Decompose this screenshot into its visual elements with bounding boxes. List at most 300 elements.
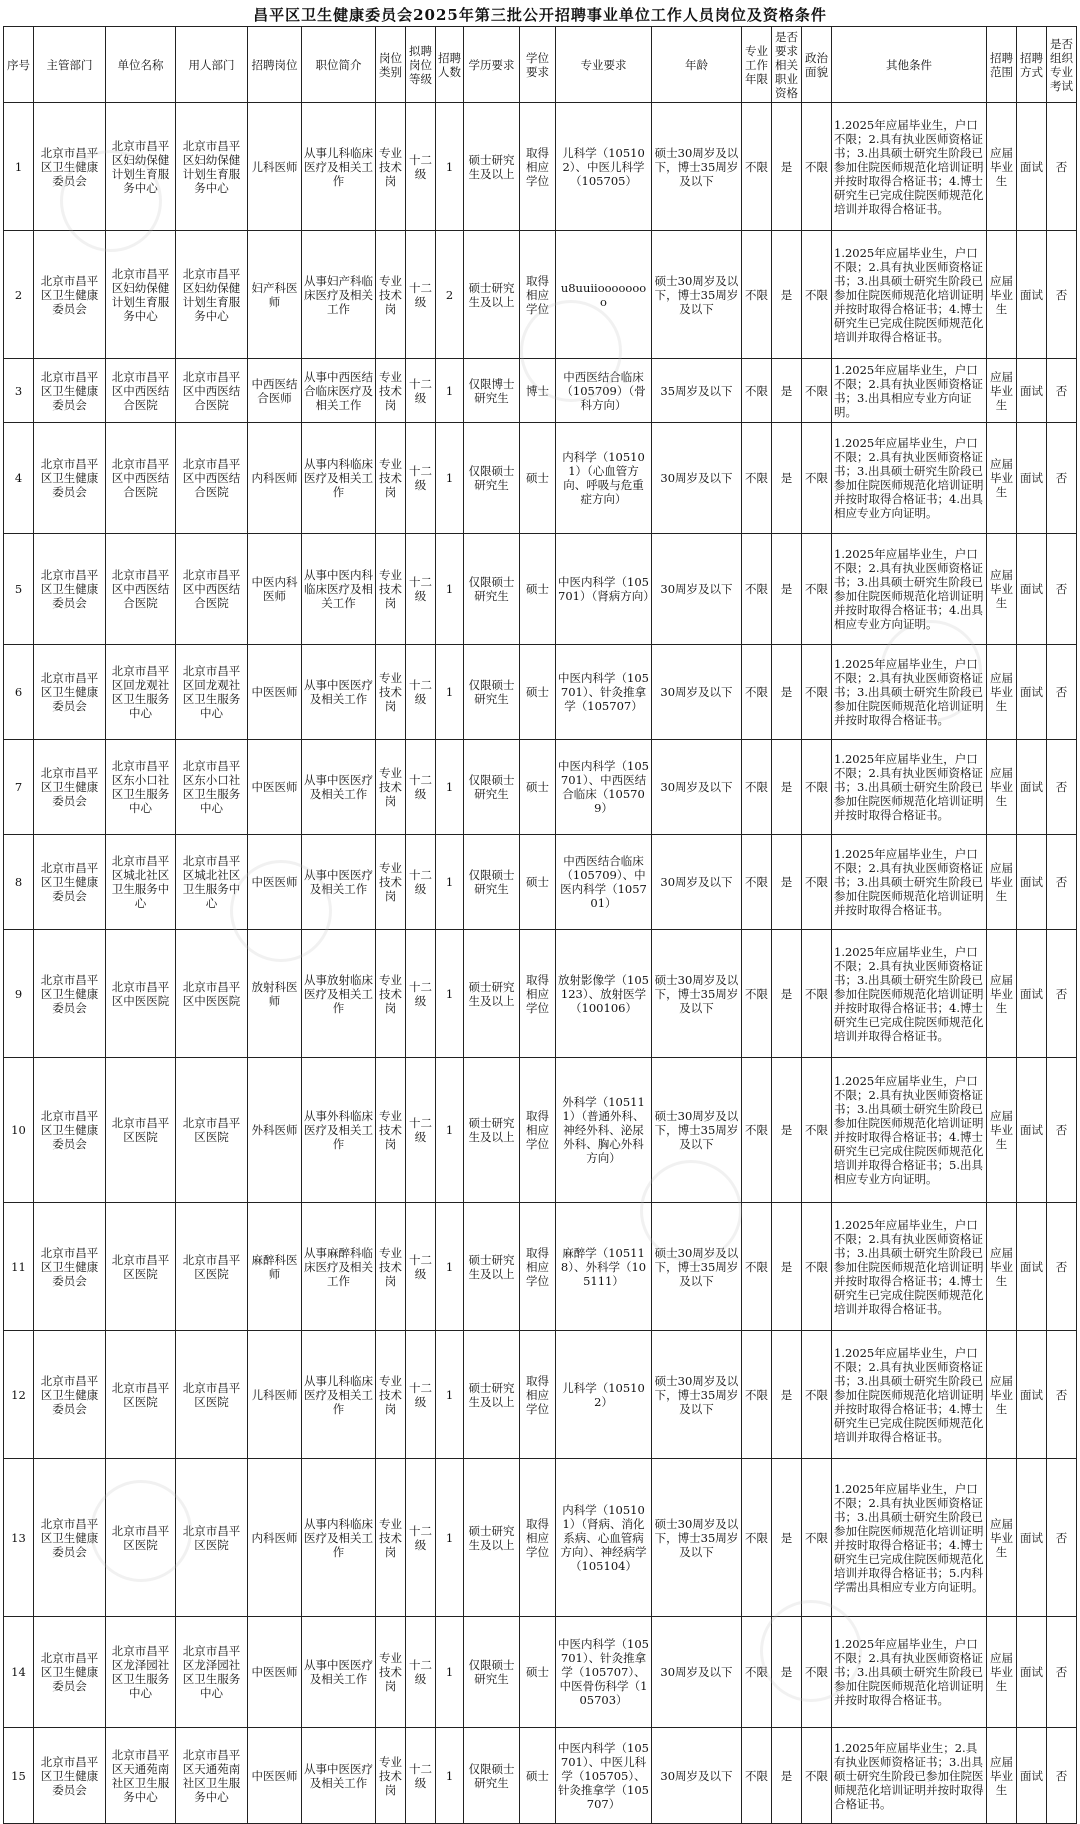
- cell-major: 中西医结合临床（105709）（骨科方向）: [556, 359, 652, 423]
- table-row: [4, 103, 1077, 231]
- cell-politics: 不限: [802, 534, 832, 645]
- cell-unit: 北京市昌平区龙泽园社区卫生服务中心: [106, 1617, 176, 1728]
- cell-userdept: 北京市昌平区中西医结合医院: [176, 423, 248, 534]
- cell-years: 不限: [742, 231, 772, 359]
- cell-type: 专业技术岗: [376, 534, 406, 645]
- cell-post: 中医内科医师: [248, 534, 302, 645]
- cell-type: 专业技术岗: [376, 1203, 406, 1331]
- cell-method: 面试: [1017, 1617, 1047, 1728]
- column-header: 招聘方式: [1017, 27, 1047, 103]
- cell-type: 专业技术岗: [376, 930, 406, 1058]
- cell-level: 十二级: [406, 103, 436, 231]
- cell-post: 中西医结合医师: [248, 359, 302, 423]
- cell-userdept: 北京市昌平区医院: [176, 1058, 248, 1203]
- cell-edu: 硕士研究生及以上: [464, 231, 520, 359]
- cell-exam: 否: [1047, 1331, 1077, 1459]
- cell-major: 中西医结合临床（105709）、中医内科学（105701）: [556, 835, 652, 930]
- cell-unit: 北京市昌平区医院: [106, 1331, 176, 1459]
- cell-intro: 从事麻醉科临床医疗及相关工作: [302, 1203, 376, 1331]
- cell-level: 十二级: [406, 231, 436, 359]
- column-header: 招聘范围: [987, 27, 1017, 103]
- cell-exam: 否: [1047, 534, 1077, 645]
- cell-qual: 是: [772, 1617, 802, 1728]
- cell-edu: 仅限硕士研究生: [464, 534, 520, 645]
- cell-post: 内科医师: [248, 1459, 302, 1617]
- cell-post: 内科医师: [248, 423, 302, 534]
- cell-scope: 应届毕业生: [987, 1617, 1017, 1728]
- cell-scope: 应届毕业生: [987, 930, 1017, 1058]
- column-header: 政治面貌: [802, 27, 832, 103]
- cell-intro: 从事儿科临床医疗及相关工作: [302, 103, 376, 231]
- cell-other: 1.2025年应届毕业生，户口不限；2.具有执业医师资格证书；3.出具硕士研究生阶段已参加住院医师规范化培训证明并按时取得合格证书。: [832, 645, 987, 740]
- cell-count: 1: [436, 1617, 464, 1728]
- column-header: 学历要求: [464, 27, 520, 103]
- cell-dept: 北京市昌平区卫生健康委员会: [34, 645, 106, 740]
- cell-method: 面试: [1017, 103, 1047, 231]
- cell-type: 专业技术岗: [376, 1058, 406, 1203]
- column-header: 其他条件: [832, 27, 987, 103]
- cell-exam: 否: [1047, 359, 1077, 423]
- cell-scope: 应届毕业生: [987, 1459, 1017, 1617]
- column-header: 招聘人数: [436, 27, 464, 103]
- column-header: 岗位类别: [376, 27, 406, 103]
- cell-userdept: 北京市昌平区城北社区卫生服务中心: [176, 835, 248, 930]
- cell-edu: 仅限硕士研究生: [464, 835, 520, 930]
- cell-dept: 北京市昌平区卫生健康委员会: [34, 423, 106, 534]
- cell-userdept: 北京市昌平区中西医结合医院: [176, 359, 248, 423]
- table-row: [4, 1617, 1077, 1728]
- table-row: [4, 359, 1077, 423]
- cell-type: 专业技术岗: [376, 1459, 406, 1617]
- cell-no: 4: [4, 423, 34, 534]
- cell-type: 专业技术岗: [376, 740, 406, 835]
- cell-qual: 是: [772, 930, 802, 1058]
- cell-scope: 应届毕业生: [987, 1728, 1017, 1824]
- cell-method: 面试: [1017, 930, 1047, 1058]
- cell-count: 1: [436, 534, 464, 645]
- cell-years: 不限: [742, 534, 772, 645]
- cell-age: 硕士30周岁及以下，博士35周岁及以下: [652, 1058, 742, 1203]
- cell-level: 十二级: [406, 930, 436, 1058]
- cell-no: 11: [4, 1203, 34, 1331]
- cell-politics: 不限: [802, 1728, 832, 1824]
- cell-post: 放射科医师: [248, 930, 302, 1058]
- column-header: 主管部门: [34, 27, 106, 103]
- cell-edu: 仅限硕士研究生: [464, 1617, 520, 1728]
- cell-exam: 否: [1047, 1058, 1077, 1203]
- cell-intro: 从事中西医结合临床医疗及相关工作: [302, 359, 376, 423]
- cell-major: 内科学（105101）（心血管方向、呼吸与危重症方向）: [556, 423, 652, 534]
- table-row: [4, 1728, 1077, 1824]
- cell-degree: 取得相应学位: [520, 1331, 556, 1459]
- table-row: [4, 930, 1077, 1058]
- cell-type: 专业技术岗: [376, 645, 406, 740]
- cell-dept: 北京市昌平区卫生健康委员会: [34, 930, 106, 1058]
- cell-edu: 硕士研究生及以上: [464, 1058, 520, 1203]
- column-header: 单位名称: [106, 27, 176, 103]
- cell-major: 内科学（105101）（肾病、消化系病、心血管病方向）、神经病学（105104）: [556, 1459, 652, 1617]
- cell-politics: 不限: [802, 423, 832, 534]
- cell-level: 十二级: [406, 740, 436, 835]
- cell-method: 面试: [1017, 423, 1047, 534]
- cell-age: 35周岁及以下: [652, 359, 742, 423]
- cell-method: 面试: [1017, 1459, 1047, 1617]
- cell-method: 面试: [1017, 1203, 1047, 1331]
- cell-age: 30周岁及以下: [652, 534, 742, 645]
- cell-major: 外科学（105111）（普通外科、神经外科、泌尿外科、胸心外科方向）: [556, 1058, 652, 1203]
- cell-edu: 硕士研究生及以上: [464, 1331, 520, 1459]
- cell-major: 中医内科学（105701）、中医儿科学（105705）、针灸推拿学（105707）: [556, 1728, 652, 1824]
- cell-dept: 北京市昌平区卫生健康委员会: [34, 835, 106, 930]
- cell-method: 面试: [1017, 645, 1047, 740]
- cell-count: 1: [436, 1331, 464, 1459]
- cell-degree: 取得相应学位: [520, 103, 556, 231]
- cell-age: 硕士30周岁及以下，博士35周岁及以下: [652, 1459, 742, 1617]
- cell-no: 2: [4, 231, 34, 359]
- table-row: [4, 645, 1077, 740]
- cell-count: 1: [436, 423, 464, 534]
- cell-no: 14: [4, 1617, 34, 1728]
- cell-scope: 应届毕业生: [987, 835, 1017, 930]
- cell-degree: 取得相应学位: [520, 1058, 556, 1203]
- cell-dept: 北京市昌平区卫生健康委员会: [34, 534, 106, 645]
- cell-scope: 应届毕业生: [987, 534, 1017, 645]
- column-header: 专业要求: [556, 27, 652, 103]
- cell-dept: 北京市昌平区卫生健康委员会: [34, 1058, 106, 1203]
- cell-other: 1.2025年应届毕业生，户口不限；2.具有执业医师资格证书；3.出具硕士研究生阶段已参加住院医师规范化培训证明并按时取得合格证书；4.博士研究生已完成住院医师规范化培训并取得合格证书。: [832, 231, 987, 359]
- cell-post: 麻醉科医师: [248, 1203, 302, 1331]
- recruitment-table: [3, 26, 1077, 1824]
- cell-qual: 是: [772, 359, 802, 423]
- cell-dept: 北京市昌平区卫生健康委员会: [34, 359, 106, 423]
- cell-politics: 不限: [802, 231, 832, 359]
- cell-politics: 不限: [802, 740, 832, 835]
- table-row: [4, 1203, 1077, 1331]
- cell-scope: 应届毕业生: [987, 740, 1017, 835]
- column-header: 招聘岗位: [248, 27, 302, 103]
- cell-post: 外科医师: [248, 1058, 302, 1203]
- cell-level: 十二级: [406, 1203, 436, 1331]
- cell-intro: 从事放射临床医疗及相关工作: [302, 930, 376, 1058]
- table-row: [4, 1331, 1077, 1459]
- column-header: 用人部门: [176, 27, 248, 103]
- cell-userdept: 北京市昌平区妇幼保健计划生育服务中心: [176, 103, 248, 231]
- cell-degree: 博士: [520, 359, 556, 423]
- cell-level: 十二级: [406, 423, 436, 534]
- cell-other: 1.2025年应届毕业生，户口不限；2.具有执业医师资格证书；3.出具硕士研究生阶段已参加住院医师规范化培训证明并按时取得合格证书；4.博士研究生已完成住院医师规范化培训并取得合格证书。: [832, 103, 987, 231]
- cell-scope: 应届毕业生: [987, 1058, 1017, 1203]
- cell-age: 30周岁及以下: [652, 1728, 742, 1824]
- cell-method: 面试: [1017, 534, 1047, 645]
- cell-method: 面试: [1017, 359, 1047, 423]
- cell-years: 不限: [742, 835, 772, 930]
- cell-politics: 不限: [802, 930, 832, 1058]
- cell-degree: 硕士: [520, 534, 556, 645]
- cell-intro: 从事中医医疗及相关工作: [302, 1728, 376, 1824]
- cell-exam: 否: [1047, 740, 1077, 835]
- cell-scope: 应届毕业生: [987, 1203, 1017, 1331]
- cell-major: 中医内科学（105701）、中西医结合临床（105709）: [556, 740, 652, 835]
- cell-scope: 应届毕业生: [987, 645, 1017, 740]
- cell-other: 1.2025年应届毕业生，户口不限；2.具有执业医师资格证书；3.出具硕士研究生阶段已参加住院医师规范化培训证明并按时取得合格证书；4.出具相应专业方向证明。: [832, 423, 987, 534]
- cell-unit: 北京市昌平区妇幼保健计划生育服务中心: [106, 231, 176, 359]
- table-row: [4, 740, 1077, 835]
- cell-edu: 仅限博士研究生: [464, 359, 520, 423]
- cell-post: 中医医师: [248, 1728, 302, 1824]
- cell-exam: 否: [1047, 423, 1077, 534]
- cell-degree: 硕士: [520, 835, 556, 930]
- cell-qual: 是: [772, 1728, 802, 1824]
- cell-degree: 取得相应学位: [520, 1203, 556, 1331]
- cell-method: 面试: [1017, 835, 1047, 930]
- cell-other: 1.2025年应届毕业生，户口不限；2.具有执业医师资格证书；3.出具硕士研究生阶段已参加住院医师规范化培训证明并按时取得合格证书。: [832, 835, 987, 930]
- cell-politics: 不限: [802, 359, 832, 423]
- cell-level: 十二级: [406, 359, 436, 423]
- cell-dept: 北京市昌平区卫生健康委员会: [34, 1203, 106, 1331]
- cell-dept: 北京市昌平区卫生健康委员会: [34, 1459, 106, 1617]
- cell-method: 面试: [1017, 1331, 1047, 1459]
- cell-unit: 北京市昌平区中西医结合医院: [106, 359, 176, 423]
- cell-major: 中医内科学（105701）（肾病方向）: [556, 534, 652, 645]
- cell-scope: 应届毕业生: [987, 1331, 1017, 1459]
- column-header: 年龄: [652, 27, 742, 103]
- cell-politics: 不限: [802, 835, 832, 930]
- column-header: 职位简介: [302, 27, 376, 103]
- table-body: [4, 103, 1077, 1824]
- cell-count: 1: [436, 835, 464, 930]
- cell-method: 面试: [1017, 1728, 1047, 1824]
- cell-politics: 不限: [802, 103, 832, 231]
- cell-degree: 硕士: [520, 740, 556, 835]
- cell-edu: 仅限硕士研究生: [464, 740, 520, 835]
- cell-type: 专业技术岗: [376, 231, 406, 359]
- cell-exam: 否: [1047, 1728, 1077, 1824]
- cell-edu: 仅限硕士研究生: [464, 645, 520, 740]
- table-row: [4, 1058, 1077, 1203]
- cell-dept: 北京市昌平区卫生健康委员会: [34, 231, 106, 359]
- cell-userdept: 北京市昌平区回龙观社区卫生服务中心: [176, 645, 248, 740]
- cell-type: 专业技术岗: [376, 1728, 406, 1824]
- cell-other: 1.2025年应届毕业生，户口不限；2.具有执业医师资格证书；3.出具硕士研究生阶段已参加住院医师规范化培训证明并按时取得合格证书；4.博士研究生已完成住院医师规范化培训并取得合格证书。: [832, 930, 987, 1058]
- cell-age: 硕士30周岁及以下，博士35周岁及以下: [652, 930, 742, 1058]
- cell-post: 儿科医师: [248, 103, 302, 231]
- cell-qual: 是: [772, 1331, 802, 1459]
- cell-years: 不限: [742, 423, 772, 534]
- cell-age: 硕士30周岁及以下，博士35周岁及以下: [652, 1331, 742, 1459]
- cell-age: 30周岁及以下: [652, 740, 742, 835]
- cell-count: 1: [436, 645, 464, 740]
- cell-intro: 从事儿科临床医疗及相关工作: [302, 1331, 376, 1459]
- cell-major: 中医内科学（105701）、针灸推拿学（105707）、中医骨伤科学（105703）: [556, 1617, 652, 1728]
- cell-qual: 是: [772, 1058, 802, 1203]
- cell-years: 不限: [742, 1058, 772, 1203]
- column-header: 专业工作年限: [742, 27, 772, 103]
- cell-count: 1: [436, 1203, 464, 1331]
- cell-degree: 硕士: [520, 1728, 556, 1824]
- cell-no: 15: [4, 1728, 34, 1824]
- cell-age: 30周岁及以下: [652, 835, 742, 930]
- column-header: 是否组织专业考试: [1047, 27, 1077, 103]
- cell-level: 十二级: [406, 1058, 436, 1203]
- cell-other: 1.2025年应届毕业生，户口不限；2.具有执业医师资格证书；3.出具硕士研究生阶段已参加住院医师规范化培训证明并按时取得合格证书；4.博士研究生已完成住院医师规范化培训并取得合格证书；5.内科学需出具相应专业方向证明。: [832, 1459, 987, 1617]
- cell-type: 专业技术岗: [376, 423, 406, 534]
- cell-method: 面试: [1017, 740, 1047, 835]
- cell-type: 专业技术岗: [376, 1331, 406, 1459]
- cell-exam: 否: [1047, 1617, 1077, 1728]
- cell-politics: 不限: [802, 1331, 832, 1459]
- cell-unit: 北京市昌平区医院: [106, 1203, 176, 1331]
- cell-edu: 硕士研究生及以上: [464, 930, 520, 1058]
- cell-intro: 从事中医医疗及相关工作: [302, 740, 376, 835]
- cell-scope: 应届毕业生: [987, 231, 1017, 359]
- cell-edu: 仅限硕士研究生: [464, 423, 520, 534]
- cell-userdept: 北京市昌平区医院: [176, 1459, 248, 1617]
- cell-userdept: 北京市昌平区中医医院: [176, 930, 248, 1058]
- cell-no: 3: [4, 359, 34, 423]
- cell-unit: 北京市昌平区妇幼保健计划生育服务中心: [106, 103, 176, 231]
- cell-dept: 北京市昌平区卫生健康委员会: [34, 1331, 106, 1459]
- cell-type: 专业技术岗: [376, 835, 406, 930]
- cell-unit: 北京市昌平区天通苑南社区卫生服务中心: [106, 1728, 176, 1824]
- table-row: [4, 835, 1077, 930]
- cell-age: 硕士30周岁及以下，博士35周岁及以下: [652, 1203, 742, 1331]
- cell-qual: 是: [772, 231, 802, 359]
- cell-intro: 从事妇产科临床医疗及相关工作: [302, 231, 376, 359]
- cell-type: 专业技术岗: [376, 103, 406, 231]
- cell-dept: 北京市昌平区卫生健康委员会: [34, 740, 106, 835]
- cell-no: 10: [4, 1058, 34, 1203]
- cell-post: 中医医师: [248, 1617, 302, 1728]
- cell-no: 5: [4, 534, 34, 645]
- cell-no: 1: [4, 103, 34, 231]
- table-row: [4, 534, 1077, 645]
- cell-count: 1: [436, 1728, 464, 1824]
- cell-politics: 不限: [802, 1617, 832, 1728]
- cell-major: 放射影像学（105123）、放射医学（100106）: [556, 930, 652, 1058]
- cell-userdept: 北京市昌平区天通苑南社区卫生服务中心: [176, 1728, 248, 1824]
- cell-userdept: 北京市昌平区医院: [176, 1203, 248, 1331]
- cell-unit: 北京市昌平区城北社区卫生服务中心: [106, 835, 176, 930]
- cell-intro: 从事外科临床医疗及相关工作: [302, 1058, 376, 1203]
- column-header: 拟聘岗位等级: [406, 27, 436, 103]
- cell-edu: 仅限硕士研究生: [464, 1728, 520, 1824]
- cell-edu: 硕士研究生及以上: [464, 1203, 520, 1331]
- cell-intro: 从事中医医疗及相关工作: [302, 645, 376, 740]
- cell-major: 中医内科学（105701）、针灸推拿学（105707）: [556, 645, 652, 740]
- cell-userdept: 北京市昌平区中西医结合医院: [176, 534, 248, 645]
- cell-age: 30周岁及以下: [652, 423, 742, 534]
- cell-intro: 从事内科临床医疗及相关工作: [302, 423, 376, 534]
- cell-count: 1: [436, 1459, 464, 1617]
- cell-years: 不限: [742, 740, 772, 835]
- cell-scope: 应届毕业生: [987, 103, 1017, 231]
- cell-other: 1.2025年应届毕业生，户口不限；2.具有执业医师资格证书；3.出具硕士研究生阶段已参加住院医师规范化培训证明并按时取得合格证书；4.博士研究生已完成住院医师规范化培训并取得合格证书；5.出具相应专业方向证明。: [832, 1058, 987, 1203]
- cell-qual: 是: [772, 534, 802, 645]
- cell-intro: 从事中医医疗及相关工作: [302, 1617, 376, 1728]
- cell-other: 1.2025年应届毕业生，户口不限；2.具有执业医师资格证书；3.出具硕士研究生阶段已参加住院医师规范化培训证明并按时取得合格证书。: [832, 1617, 987, 1728]
- cell-post: 儿科医师: [248, 1331, 302, 1459]
- cell-unit: 北京市昌平区东小口社区卫生服务中心: [106, 740, 176, 835]
- cell-qual: 是: [772, 103, 802, 231]
- cell-post: 中医医师: [248, 645, 302, 740]
- cell-no: 13: [4, 1459, 34, 1617]
- cell-dept: 北京市昌平区卫生健康委员会: [34, 1728, 106, 1824]
- cell-level: 十二级: [406, 1728, 436, 1824]
- cell-edu: 硕士研究生及以上: [464, 103, 520, 231]
- cell-post: 妇产科医师: [248, 231, 302, 359]
- cell-count: 1: [436, 103, 464, 231]
- cell-major: 儿科学（105102）、中医儿科学（105705）: [556, 103, 652, 231]
- cell-age: 硕士30周岁及以下，博士35周岁及以下: [652, 103, 742, 231]
- cell-politics: 不限: [802, 645, 832, 740]
- cell-scope: 应届毕业生: [987, 423, 1017, 534]
- cell-other: 1.2025年应届毕业生，户口不限；2.具有执业医师资格证书；3.出具硕士研究生阶段已参加住院医师规范化培训证明并按时取得合格证书；4.出具相应专业方向证明。: [832, 534, 987, 645]
- cell-years: 不限: [742, 1331, 772, 1459]
- column-header: 是否要求相关职业资格: [772, 27, 802, 103]
- cell-years: 不限: [742, 1617, 772, 1728]
- cell-unit: 北京市昌平区医院: [106, 1459, 176, 1617]
- cell-level: 十二级: [406, 1459, 436, 1617]
- cell-politics: 不限: [802, 1203, 832, 1331]
- cell-dept: 北京市昌平区卫生健康委员会: [34, 1617, 106, 1728]
- cell-qual: 是: [772, 645, 802, 740]
- cell-scope: 应届毕业生: [987, 359, 1017, 423]
- cell-age: 30周岁及以下: [652, 645, 742, 740]
- cell-no: 7: [4, 740, 34, 835]
- cell-edu: 硕士研究生及以上: [464, 1459, 520, 1617]
- cell-count: 1: [436, 359, 464, 423]
- cell-other: 1.2025年应届毕业生，户口不限；2.具有执业医师资格证书；3.出具相应专业方向证明。: [832, 359, 987, 423]
- cell-age: 30周岁及以下: [652, 1617, 742, 1728]
- cell-unit: 北京市昌平区中西医结合医院: [106, 534, 176, 645]
- cell-post: 中医医师: [248, 740, 302, 835]
- table-row: [4, 423, 1077, 534]
- cell-unit: 北京市昌平区中医医院: [106, 930, 176, 1058]
- cell-type: 专业技术岗: [376, 359, 406, 423]
- cell-method: 面试: [1017, 1058, 1047, 1203]
- cell-degree: 取得相应学位: [520, 231, 556, 359]
- cell-degree: 硕士: [520, 645, 556, 740]
- cell-exam: 否: [1047, 835, 1077, 930]
- cell-no: 9: [4, 930, 34, 1058]
- cell-method: 面试: [1017, 231, 1047, 359]
- cell-other: 1.2025年应届毕业生，户口不限；2.具有执业医师资格证书；3.出具硕士研究生阶段已参加住院医师规范化培训证明并按时取得合格证书。: [832, 740, 987, 835]
- cell-politics: 不限: [802, 1459, 832, 1617]
- cell-years: 不限: [742, 930, 772, 1058]
- cell-exam: 否: [1047, 645, 1077, 740]
- cell-years: 不限: [742, 645, 772, 740]
- cell-unit: 北京市昌平区回龙观社区卫生服务中心: [106, 645, 176, 740]
- cell-degree: 取得相应学位: [520, 930, 556, 1058]
- cell-intro: 从事内科临床医疗及相关工作: [302, 1459, 376, 1617]
- cell-years: 不限: [742, 103, 772, 231]
- cell-qual: 是: [772, 835, 802, 930]
- cell-level: 十二级: [406, 1331, 436, 1459]
- cell-type: 专业技术岗: [376, 1617, 406, 1728]
- cell-years: 不限: [742, 1203, 772, 1331]
- table-row: [4, 1459, 1077, 1617]
- table-row: [4, 231, 1077, 359]
- cell-years: 不限: [742, 1459, 772, 1617]
- cell-major: 儿科学（105102）: [556, 1331, 652, 1459]
- page-title: 昌平区卫生健康委员会2025年第三批公开招聘事业单位工作人员岗位及资格条件: [253, 6, 827, 24]
- cell-level: 十二级: [406, 645, 436, 740]
- cell-degree: 硕士: [520, 423, 556, 534]
- cell-count: 1: [436, 1058, 464, 1203]
- cell-degree: 硕士: [520, 1617, 556, 1728]
- cell-no: 8: [4, 835, 34, 930]
- cell-other: 1.2025年应届毕业生，户口不限；2.具有执业医师资格证书；3.出具硕士研究生阶段已参加住院医师规范化培训证明并按时取得合格证书；4.博士研究生已完成住院医师规范化培训并取得合格证书。: [832, 1331, 987, 1459]
